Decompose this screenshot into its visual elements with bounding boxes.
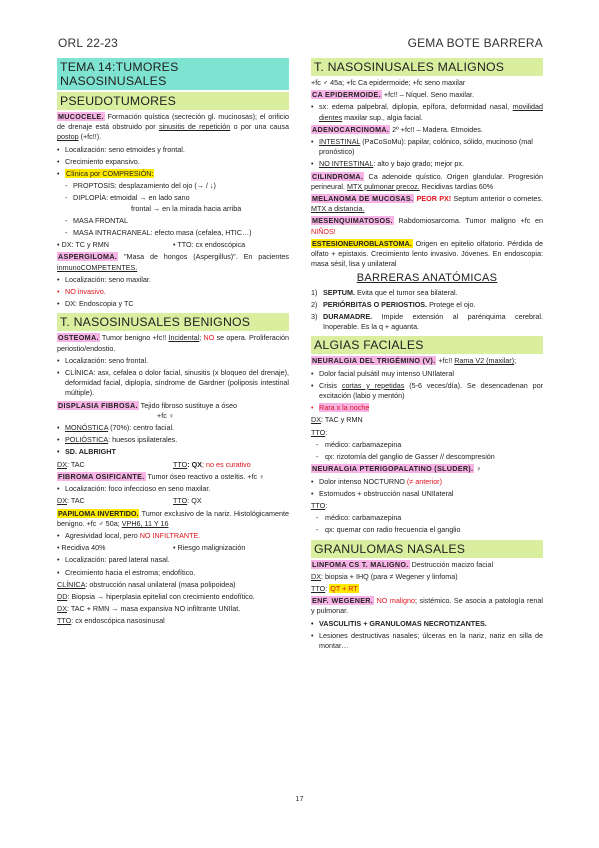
mucocele-paragraph: MUCOCELE. Formación quística (secreción gl. mucinosas); el orificio de drenaje está obstruido por sinusitis de repetición o por una causa postop (+fc!!). xyxy=(57,112,290,142)
section-title-pseudotumores: PSEUDOTUMORES xyxy=(57,92,289,110)
list-item: • Rara x la noche xyxy=(311,403,543,413)
list-item: • Lesiones destructivas nasales; úlceras en la nariz, nariz en silla de montar… xyxy=(311,631,543,651)
mesenquimatosos-paragraph: MESENQUIMATOSOS. Rabdomiosarcoma. Tumor maligno +fc en NIÑOS! xyxy=(311,216,543,236)
cilindroma-paragraph: CILINDROMA. Ca adenoide quístico. Origen glandular. Progresión perineural. MTX pulmonar precoz. Recidivas tardías 60% xyxy=(311,171,543,191)
osteoma-paragraph: OSTEOMA. Tumor benigno +fc!! Incidental; NO se opera. Proliferación periostio/endostio. xyxy=(57,333,289,353)
section-title-benignos: T. NASOSINUSALES BENIGNOS xyxy=(57,313,289,331)
header-author: GEMA BOTE BARRERA xyxy=(407,36,543,50)
list-item: - MASA FRONTAL xyxy=(57,216,289,226)
tto-label: TTO: xyxy=(311,500,328,510)
list-item: 1) SEPTUM. Evita que el tumor sea bilateral. xyxy=(311,287,458,297)
list-item: - DIPLOPÍA: etmoidal → en lado sano frontal → en la mirada hacia arriba xyxy=(57,193,289,213)
left-column xyxy=(57,58,289,629)
barreras-title: BARRERAS ANATÓMICAS xyxy=(356,272,498,285)
tto-line: TTO: cx endoscópica nasosinusal xyxy=(57,616,165,626)
section-title-malignos: T. NASOSINUSALES MALIGNOS xyxy=(311,58,543,76)
list-item: - médico: carbamazepina xyxy=(311,513,543,523)
aspergiloma-paragraph: ASPERGILOMA. "Masa de hongos (Aspergillus)". En pacientes inmunoCOMPETENTES. xyxy=(57,252,289,272)
dx-tto-row xyxy=(57,240,289,250)
displasia-paragraph: DISPLASIA FIBROSA. Tejido fibroso sustituye a óseo +fc ♀ xyxy=(58,400,237,420)
list-item: • VASCULITIS + GRANULOMAS NECROTIZANTES. xyxy=(311,619,543,629)
fibroma-term: FIBROMA OSIFICANTE. xyxy=(58,471,145,481)
dx-line: DX: TAC + RMN → masa expansiva NO infiltrante UNIlat. xyxy=(57,604,241,614)
tema-title: TEMA 14:TUMORES NASOSINUSALES xyxy=(57,58,289,90)
list-item: • Localización: foco infeccioso en seno maxilar. xyxy=(57,484,289,494)
list-item: • DX: TC y RMN xyxy=(57,240,109,250)
osteoma-term: OSTEOMA. xyxy=(58,333,99,343)
dx-tto-row: DX: TAC TTO: QX xyxy=(57,496,202,506)
pterigopalatino-paragraph: NEURALGIA PTERIGOPALATINO (SLUDER). ♀ xyxy=(312,464,482,474)
list-item: • Clínica por COMPRESIÓN: xyxy=(57,169,289,179)
ca-epidermoide-paragraph: CA EPIDERMOIDE. +fc!! – Níquel. Seno maxilar. xyxy=(312,90,475,100)
adenocarcinoma-paragraph: ADENOCARCINOMA. 2º +fc!! – Madera. Etmoides. xyxy=(312,124,483,134)
list-item: • Agresividad local, pero NO INFILTRANTE. xyxy=(57,531,289,541)
displasia-term: DISPLASIA FIBROSA. xyxy=(58,400,138,410)
list-item: • Estornudos + obstrucción nasal UNIlateral xyxy=(311,489,543,499)
dx-tto-row: DX: TAC TTO: QX; no es curativo xyxy=(57,459,251,469)
papiloma-paragraph: PAPILOMA INVERTIDO. Tumor exclusivo de la nariz. Histológicamente benigno. +fc ♂ 50a; VPH6, 11 Y 16 xyxy=(57,508,289,528)
list-item: • Localización: seno etmoides y frontal. xyxy=(57,145,289,155)
list-item: • TTO: cx endoscópica xyxy=(173,240,246,250)
dx-line: DX: TAC y RMN xyxy=(311,415,363,425)
list-item: • Localización: pared lateral nasal. xyxy=(57,555,289,565)
melanoma-paragraph: MELANOMA DE MUCOSAS. PEOR PX! Septum anterior o cornetes. MTX a distancia. xyxy=(311,194,543,214)
trigemino-paragraph: NEURALGIA DEL TRIGÉMINO (V). +fc!! Rama V2 (maxilar); xyxy=(312,356,517,366)
aspergiloma-term: ASPERGILOMA. xyxy=(58,252,118,262)
recidiva-row: • Recidiva 40% • Riesgo malignización xyxy=(57,543,246,553)
list-item: • NO INTESTINAL: alto y bajo grado; mejor px. xyxy=(311,159,543,169)
page-number: 17 xyxy=(295,794,304,803)
tto-label: TTO: xyxy=(311,427,328,437)
list-item: 3) DURAMADRE. Impide extensión al parénquima cerebral. Inoperable. Es la q + aguanta. xyxy=(311,312,543,332)
list-item: - médico: carbamazepina xyxy=(311,440,543,450)
list-item: • Localización: seno maxilar. xyxy=(57,275,289,285)
tto-line: TTO: QT + RT xyxy=(311,583,358,593)
papiloma-term: PAPILOMA INVERTIDO. xyxy=(58,508,139,518)
list-item: • Localización: seno frontal. xyxy=(57,356,289,366)
right-column xyxy=(311,58,543,653)
section-title-granulomas: GRANULOMAS NASALES xyxy=(311,540,543,558)
list-item: • POLIÓSTICA: huesos ipsilaterales. xyxy=(57,435,289,445)
mucocele-term: MUCOCELE. xyxy=(58,112,104,121)
clinica-line: CLÍNICA: obstrucción nasal unilateral (masa polipoidea) xyxy=(57,579,236,589)
fibroma-paragraph: FIBROMA OSIFICANTE. Tumor óseo reactivo a osteítis. +fc ♀ xyxy=(58,471,265,481)
list-item: • SD. ALBRIGHT xyxy=(57,447,289,457)
list-item: • MONÓSTICA (70%): centro facial. xyxy=(57,423,289,433)
linfoma-paragraph: LINFOMA CS T. MALIGNO. Destrucción macizo facial xyxy=(312,559,494,569)
list-item: • Crisis cortas y repetidas (5-6 veces/día). Se desencadenan por excitación (labio y mentón) xyxy=(311,381,543,401)
list-item: - qx: quemar con radio frecuencia el ganglio xyxy=(311,525,543,535)
list-item: • CLÍNICA: asx, cefalea o dolor facial, sinusitis (x bloqueo del drenaje), deformidad facial, diplopía, síndrome de Gardner (poliposis intestinal múltiple). xyxy=(57,368,289,399)
list-item: • NO invasivo. xyxy=(57,287,289,297)
list-item: • Dolor intenso NOCTURNO (≠ anterior) xyxy=(311,477,543,487)
list-item: • Dolor facial pulsátil muy intenso UNIlateral xyxy=(311,369,543,379)
estesioneuroblastoma-paragraph: ESTESIONEUROBLASTOMA. Origen en epitelio olfatorio. Pérdida de olfato + epistaxis. Crecimiento lento invasivo. Jóvenes. En endoscopia: masa sésil, lisa y unilateral xyxy=(311,238,543,269)
malignos-fc-line: +fc ♂ 45a; +fc Ca epidermoide; +fc seno maxilar xyxy=(311,78,466,87)
list-item: • Crecimiento expansivo. xyxy=(57,157,289,167)
list-item: • DX: Endoscopia y TC xyxy=(57,299,289,309)
dd-line: DD: Biopsia → hiperplasia epitelial con crecimiento endofítico. xyxy=(57,591,255,601)
list-item: • sx: edema palpebral, diplopia, epífora, deformidad nasal, movilidad dientes maxilar sup., algia facial. xyxy=(311,102,543,122)
wegener-paragraph: ENF. WEGENER. NO maligno; sistémico. Se asocia a patología renal y pulmonar. xyxy=(311,596,543,616)
list-item: 2) PERIÓRBITAS O PERIOSTIOS. Protege el ojo. xyxy=(311,299,476,309)
list-item: • Crecimiento hacia el estroma; endofítico. xyxy=(57,568,289,578)
header-course: ORL 22-23 xyxy=(58,36,119,50)
list-item: - MASA INTRACRANEAL: efecto masa (cefalea, HTIC…) xyxy=(57,228,289,238)
section-title-algias: ALGIAS FACIALES xyxy=(311,336,543,354)
list-item: - qx: rizotomía del ganglio de Gasser // descompresión xyxy=(311,452,543,462)
dx-line: DX: biopsia + IHQ (para ≠ Wegener y linfoma) xyxy=(311,571,458,581)
list-item: • INTESTINAL (PaCoSoMu): papilar, colónico, sólido, mucinoso (mal pronóstico) xyxy=(311,137,543,157)
list-item: - PROPTOSIS: desplazamiento del ojo (→ / ↓) xyxy=(57,181,289,191)
